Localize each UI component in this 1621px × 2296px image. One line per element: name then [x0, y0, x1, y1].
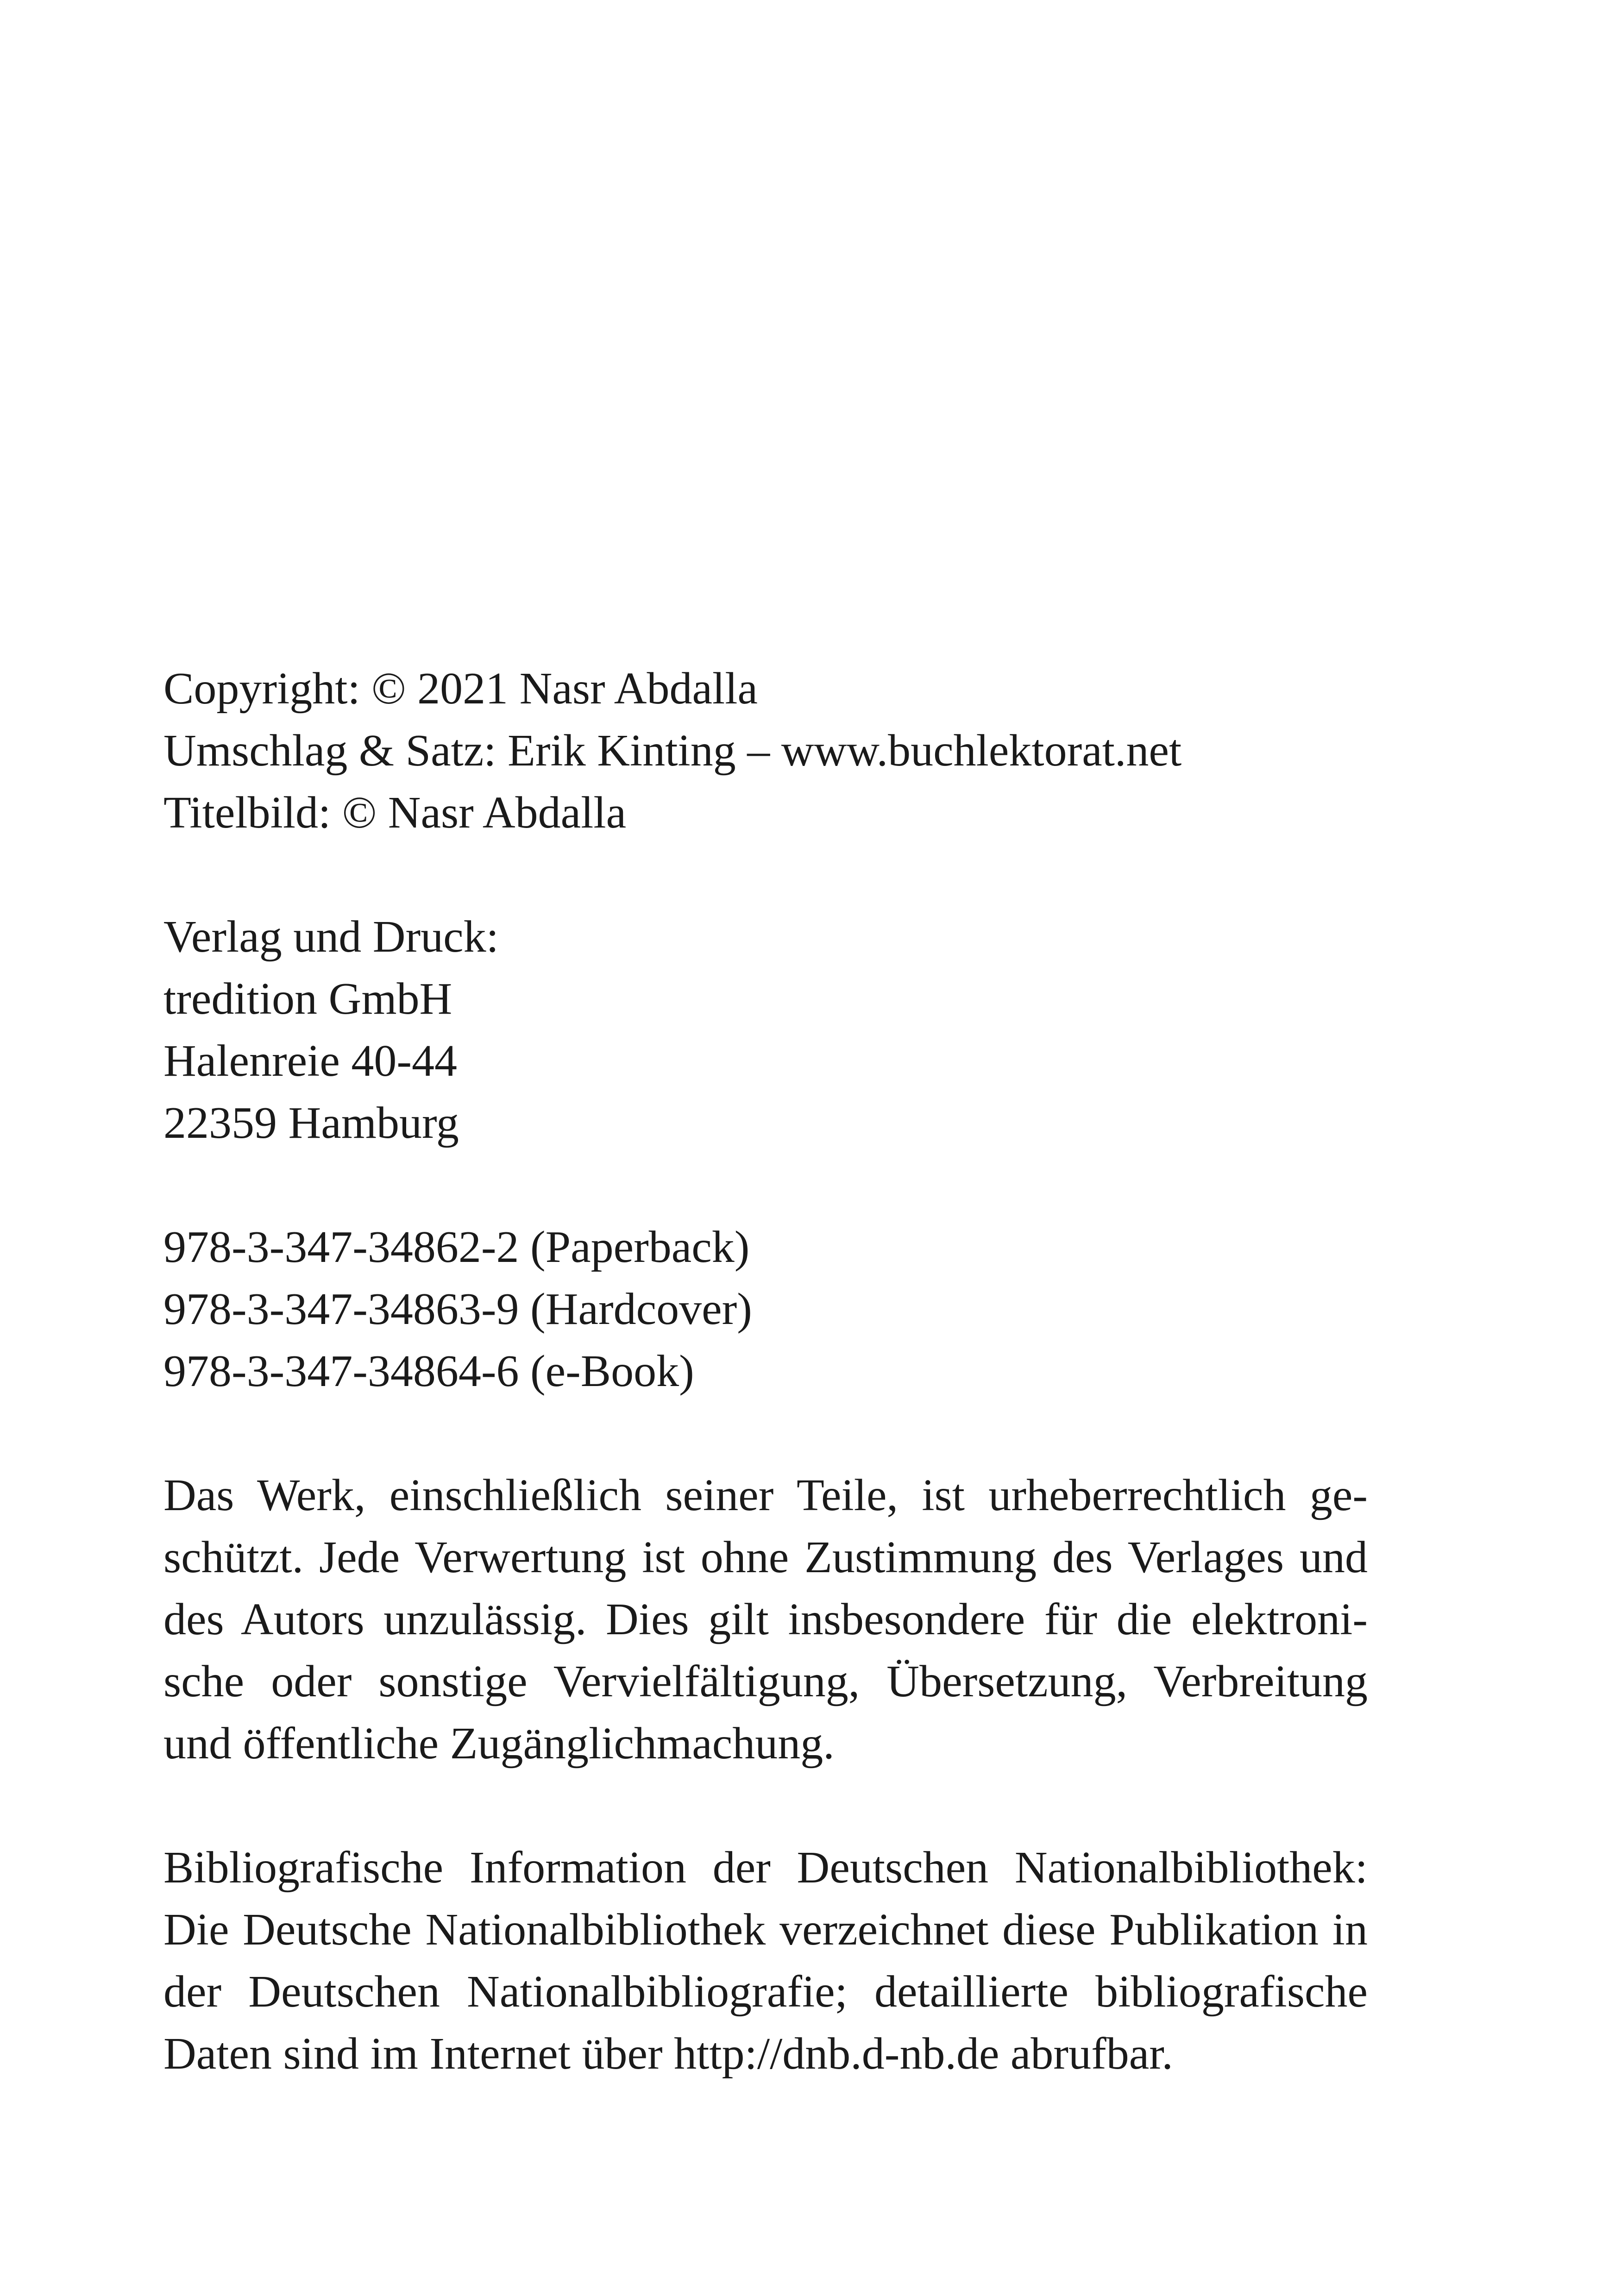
publisher-street: Halenreie 40-44	[163, 1036, 457, 1086]
isbn-block	[163, 1216, 1368, 1402]
publisher-block	[163, 906, 1368, 1154]
isbn-paperback: 978-3-347-34862-2 (Paperback)	[163, 1222, 750, 1272]
publisher-heading: Verlag und Druck:	[163, 912, 499, 962]
credits-block	[163, 658, 1368, 844]
publisher-name: tredition GmbH	[163, 974, 452, 1024]
isbn-hardcover: 978-3-347-34863-9 (Hardcover)	[163, 1284, 752, 1334]
cover-image-line: Titelbild: © Nasr Abdalla	[163, 788, 627, 838]
dnb-notice: Bibliografische Information der Deutschen Nationalbibliothek: Die Deutsche Nationalbibliothek verzeichnet diese Publikation in der Deutschen Nationalbibliografie; detaillierte bibliografische Daten sind im Internet über http://dnb.d-nb.de abrufbar.	[163, 1843, 1368, 2079]
rights-notice: Das Werk, einschließlich seiner Teile, ist urheberrechtlich geschützt. Jede Verwertung ist ohne Zustimmung des Verlages und des Autors unzulässig. Dies gilt insbesondere für die elektronische oder sonstige Vervielfältigung, Übersetzung, Verbreitung und öffentliche Zugänglichmachung.	[163, 1470, 1368, 1769]
cover-design-line: Umschlag & Satz: Erik Kinting – www.buchlektorat.net	[163, 726, 1182, 776]
publisher-city: 22359 Hamburg	[163, 1098, 459, 1148]
copyright-line: Copyright: © 2021 Nasr Abdalla	[163, 664, 758, 714]
isbn-ebook: 978-3-347-34864-6 (e-Book)	[163, 1346, 694, 1396]
imprint-content	[163, 658, 1368, 2085]
